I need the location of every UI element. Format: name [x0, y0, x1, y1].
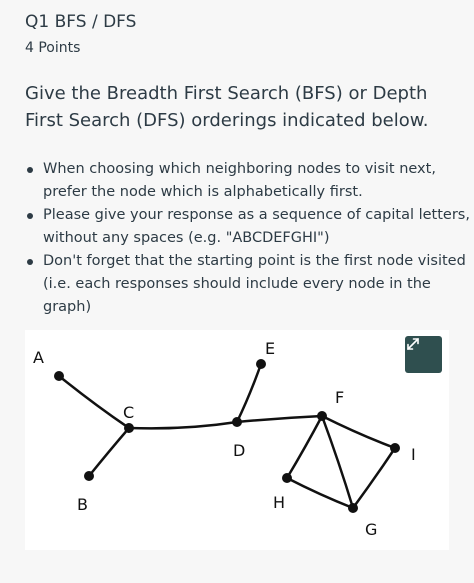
graph-node-c — [124, 423, 134, 433]
edge-b-c — [89, 428, 129, 476]
instruction-item: Don't forget that the starting point is the first node visited (i.e. each responses should include every node in the graph) — [43, 250, 474, 319]
graph-node-e — [256, 359, 266, 369]
edge-d-e — [237, 364, 261, 422]
node-label-e: E — [265, 339, 276, 358]
graph-node-b — [84, 471, 94, 481]
edge-f-h — [287, 416, 322, 478]
question-points: 4 Points — [25, 40, 81, 56]
instructions-list — [22, 158, 474, 319]
graph-node-h — [282, 473, 292, 483]
graph-node-g — [348, 503, 358, 513]
question-intro: Give the Breadth First Search (BFS) or Depth First Search (DFS) orderings indicated below. — [25, 83, 429, 131]
edge-h-g — [287, 478, 353, 508]
graph-node-a — [54, 371, 64, 381]
instruction-item: Please give your response as a sequence of capital letters, without any spaces (e.g. "ABCDEFGHI") — [43, 204, 474, 250]
node-label-c: C — [123, 403, 135, 422]
graph-node-i — [390, 443, 400, 453]
graph-node-f — [317, 411, 327, 421]
expand-arrows-icon — [405, 336, 421, 352]
question-title: Q1 BFS / DFS — [25, 12, 137, 32]
edge-c-d — [129, 422, 237, 428]
node-label-f: F — [335, 388, 345, 407]
node-label-b: B — [77, 495, 88, 514]
graph-figure — [25, 330, 449, 550]
edge-g-i — [353, 448, 395, 508]
node-label-g: G — [365, 520, 378, 539]
graph-diagram — [25, 330, 449, 550]
edge-a-c — [59, 376, 129, 428]
node-label-d: D — [233, 441, 246, 460]
expand-image-button[interactable] — [405, 336, 442, 373]
edge-d-f — [237, 416, 322, 422]
node-label-h: H — [273, 493, 286, 512]
node-label-i: I — [411, 445, 416, 464]
instruction-item: When choosing which neighboring nodes to visit next, prefer the node which is alphabetically first. — [43, 158, 474, 204]
node-label-a: A — [33, 348, 44, 367]
graph-node-d — [232, 417, 242, 427]
